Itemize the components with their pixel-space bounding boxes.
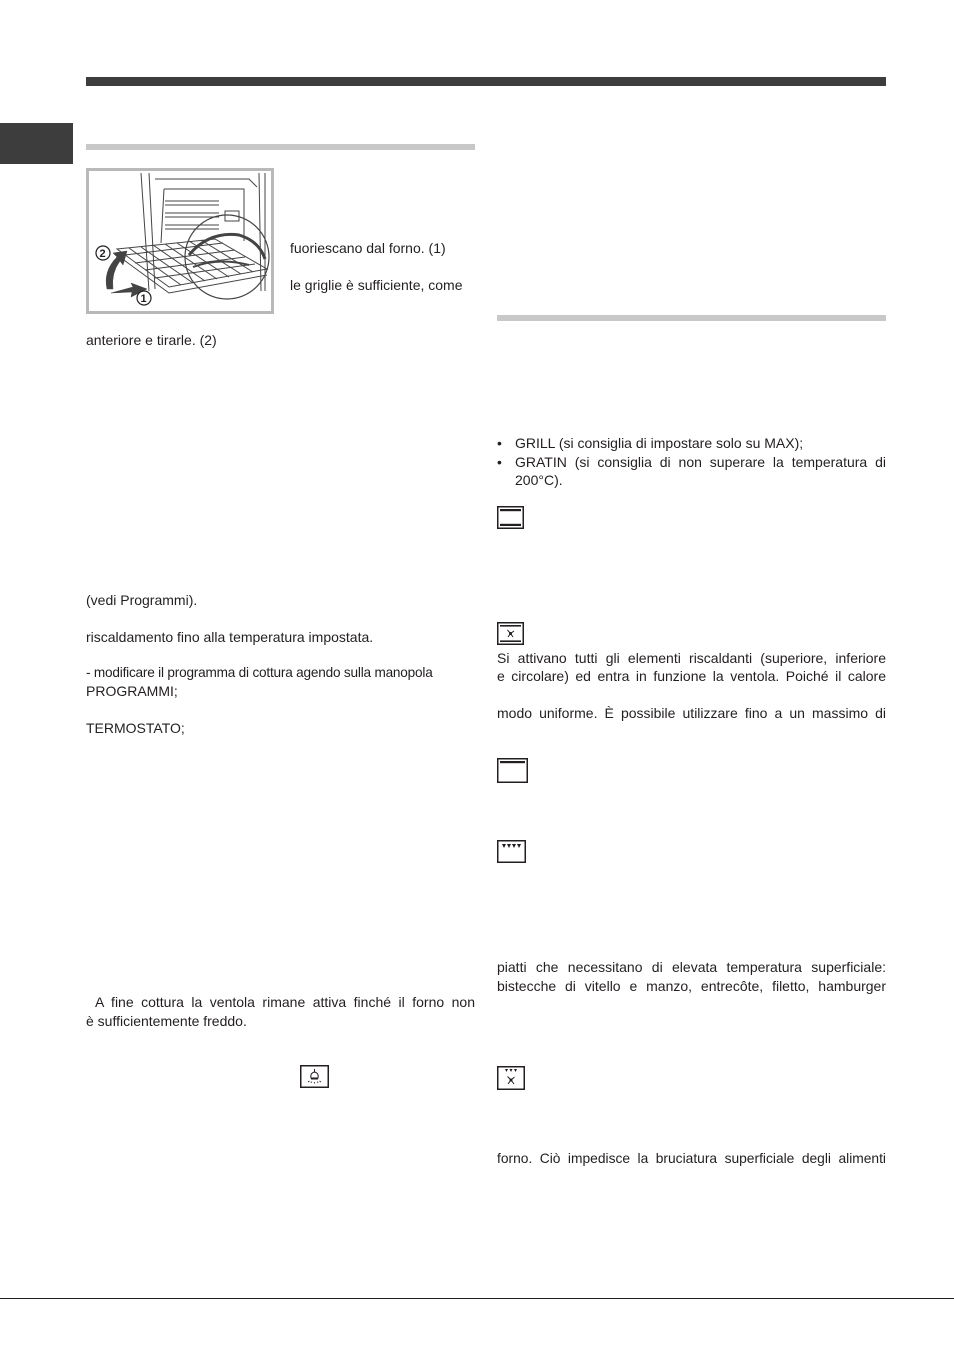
bullet-text: GRATIN (si consiglia di non superare la temperatura di: [515, 454, 886, 470]
rack-text-line-1: fuoriescano dal forno. (1): [290, 240, 446, 256]
bullet-item: [497, 434, 886, 452]
rack-removal-figure: [86, 168, 274, 314]
multi-cooking-line-2: e circolare) ed entra in funzione la ventola. Poiché il calore: [497, 668, 886, 684]
bullet-marker: •: [497, 454, 502, 470]
gratin-fan-grill-icon: [497, 1066, 525, 1090]
modify-program-line-2: PROGRAMMI;: [86, 683, 178, 699]
footer-rule: [0, 1298, 954, 1299]
fan-note-line-1: A fine cottura la ventola rimane attiva finché il forno non: [95, 994, 475, 1010]
rack-text-line-2: le griglie è sufficiente, come: [290, 277, 463, 293]
programs-reference: (vedi Programmi).: [86, 592, 198, 608]
multi-cooking-line-3: modo uniforme. È possibile utilizzare fino a un massimo di: [497, 705, 886, 721]
grill-icon: [497, 840, 526, 863]
thermostat-line: TERMOSTATO;: [86, 720, 185, 736]
oven-light-icon: [300, 1065, 329, 1088]
bullet-item: [497, 471, 886, 489]
modify-program-line-1: - modificare il programma di cottura agendo sulla manopola: [86, 665, 433, 680]
bullet-item: [497, 453, 886, 471]
multi-cooking-line-1: Si attivano tutti gli elementi riscaldanti (superiore, inferiore: [497, 650, 886, 666]
traditional-oven-icon: [497, 506, 524, 529]
top-oven-icon: [497, 758, 528, 783]
figure-label-1: 1: [140, 293, 147, 305]
bullet-marker: •: [497, 435, 502, 451]
section-rule-left: [86, 144, 475, 150]
fan-note-line-2: è sufficientemente freddo.: [86, 1013, 247, 1029]
oven-rack-illustration: [89, 171, 271, 311]
grill-line-1: piatti che necessitano di elevata temperatura superficiale:: [497, 959, 886, 975]
bullet-text: 200°C).: [515, 472, 563, 488]
section-rule-right: [497, 315, 886, 321]
multi-cooking-fan-icon: [497, 622, 524, 645]
header-rule: [86, 77, 886, 86]
gratin-line: forno. Ciò impedisce la bruciatura superficiale degli alimenti: [497, 1151, 886, 1166]
bullet-text: GRILL (si consiglia di impostare solo su MAX);: [515, 435, 804, 451]
rack-text-line-3: anteriore e tirarle. (2): [86, 332, 217, 348]
heating-line: riscaldamento fino alla temperatura impostata.: [86, 629, 374, 645]
figure-label-2: 2: [99, 248, 106, 260]
grill-line-2: bistecche di vitello e manzo, entrecôte, filetto, hamburger: [497, 978, 886, 994]
language-tab: [0, 123, 73, 164]
